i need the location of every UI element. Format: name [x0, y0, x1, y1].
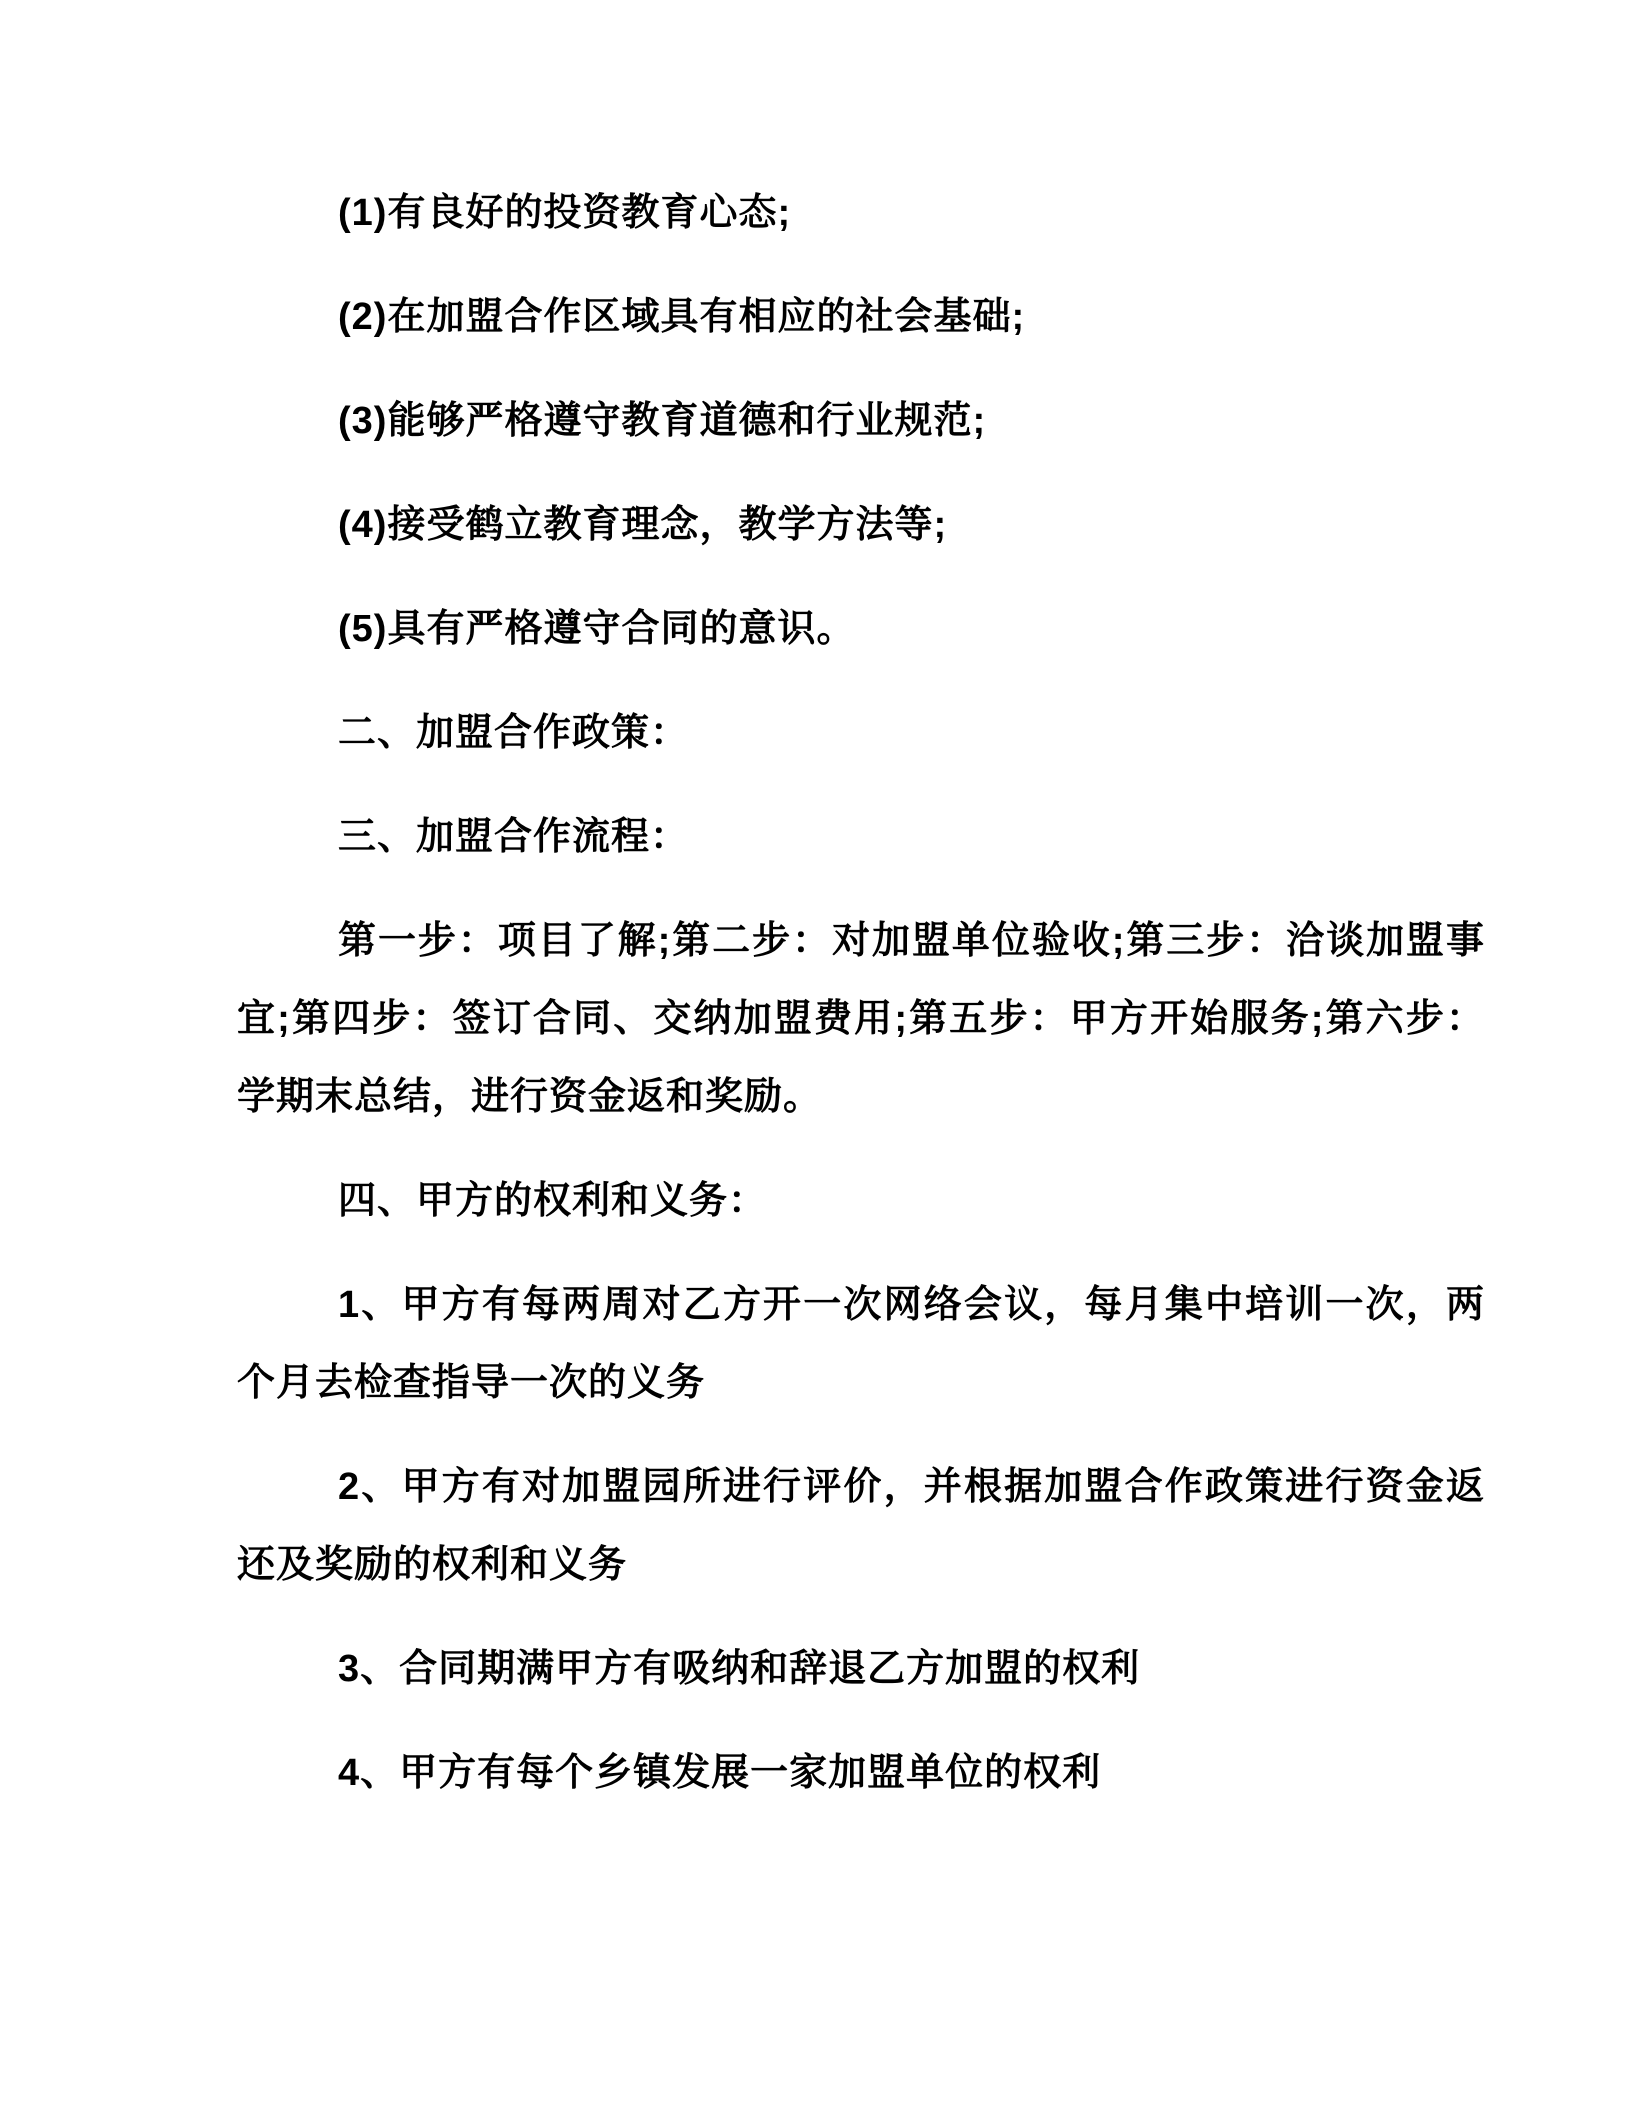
party-a-clause-1: 1、甲方有每两周对乙方开一次网络会议，每月集中培训一次，两个月去检查指导一次的义务: [237, 1284, 1485, 1404]
document-body: [237, 174, 1485, 1812]
process-steps-paragraph: 第一步：项目了解;第二步：对加盟单位验收;第三步：洽谈加盟事宜;第四步：签订合同、交纳加盟费用;第五步：甲方开始服务;第六步：学期末总结，进行资金返和奖励。: [237, 920, 1485, 1118]
condition-item-4: (4)接受鹤立教育理念，教学方法等;: [338, 504, 948, 546]
party-a-clause-4: 4、甲方有每个乡镇发展一家加盟单位的权利: [338, 1752, 1102, 1794]
condition-item-3: (3)能够严格遵守教育道德和行业规范;: [338, 400, 987, 442]
section-heading-cooperation-policy: 二、加盟合作政策：: [338, 712, 690, 754]
party-a-clause-3: 3、合同期满甲方有吸纳和辞退乙方加盟的权利: [338, 1648, 1141, 1690]
section-heading-party-a-rights: 四、甲方的权利和义务：: [338, 1180, 768, 1222]
condition-item-5: (5)具有严格遵守合同的意识。: [338, 608, 856, 650]
party-a-clause-2: 2、甲方有对加盟园所进行评价，并根据加盟合作政策进行资金返还及奖励的权利和义务: [237, 1466, 1485, 1586]
section-heading-cooperation-process: 三、加盟合作流程：: [338, 816, 690, 858]
condition-item-1: (1)有良好的投资教育心态;: [338, 192, 792, 234]
condition-item-2: (2)在加盟合作区域具有相应的社会基础;: [338, 296, 1026, 338]
